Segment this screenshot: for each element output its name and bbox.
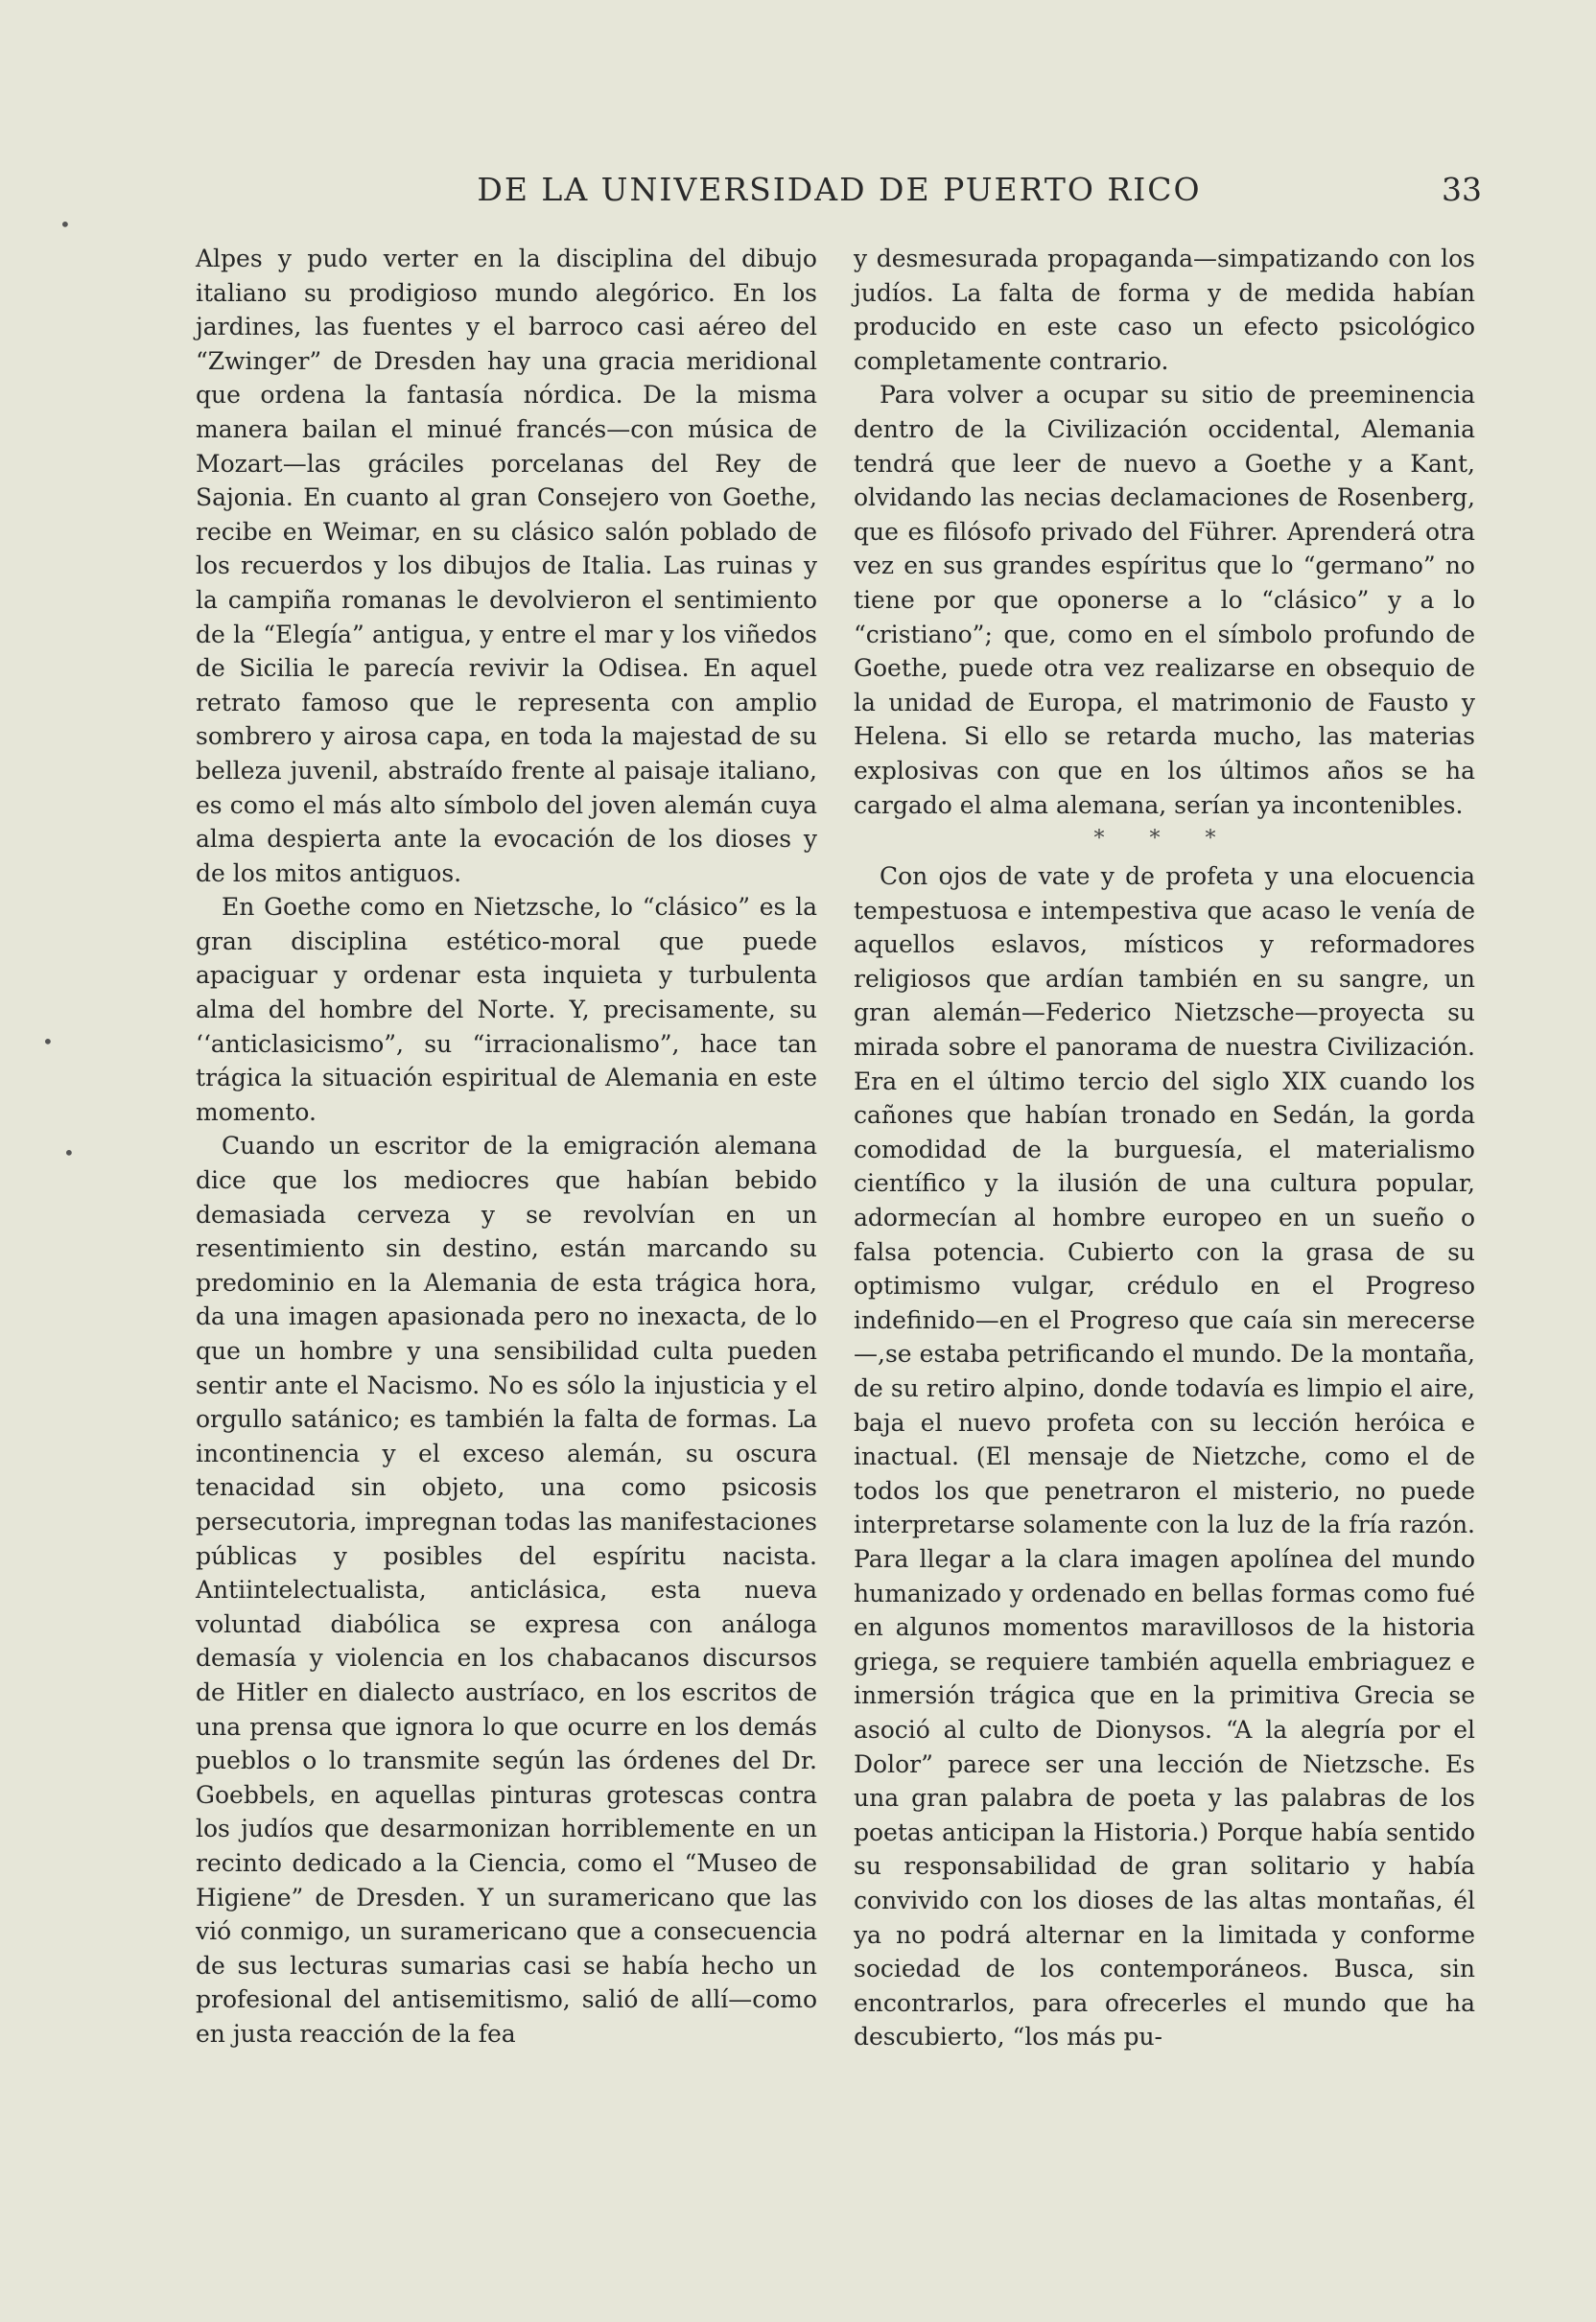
section-break-ornament: * * * [1093, 827, 1235, 852]
right-column [854, 242, 1475, 2054]
left-column [196, 242, 817, 2051]
margin-mark-icon: • [42, 1030, 54, 1053]
page-header [197, 171, 1482, 213]
paragraph: Para volver a ocupar su sitio de preeminencia dentro de la Civilización occidental, Alemania tendrá que leer de nuevo a Goethe y a Kant, olvidando las necias declamaciones de Rosenberg, que es filósofo privado del Führer. Aprenderá otra vez en sus grandes espíritus que lo “germano” no tiene por que oponerse a lo “clásico” y a lo “cristiano”; que, como en el símbolo profundo de Goethe, puede otra vez realizarse en obsequio de la unidad de Europa, el matrimonio de Fausto y Helena. Si ello se retarda mucho, las materias explosivas con que en los últimos años se ha cargado el alma alemana, serían ya incontenibles. [854, 381, 1475, 819]
paragraph: En Goethe como en Nietzsche, lo “clásico” es la gran disciplina estético-moral que puede apaciguar y ordenar esta inquieta y turbulenta alma del hombre del Norte. Y, precisamente, su ‘‘anticlasicismo”, su “irracionalismo”, hace tan trágica la situación espiritual de Alemania en este momento. [196, 893, 817, 1126]
margin-mark-icon: • [59, 213, 71, 236]
paragraph: y desmesurada propaganda—simpatizando con los judíos. La falta de forma y de medida habían producido en este caso un efecto psicológico completamente contrario. [854, 245, 1475, 375]
paragraph: Con ojos de vate y de profeta y una elocuencia tempestuosa e intempestiva que acaso le venía de aquellos eslavos, místicos y reformadores religiosos que ardían también en su sangre, un gran alemán—Federico Nietzsche—proyecta su mirada sobre el panorama de nuestra Civilización. Era en el último tercio del siglo XIX cuando los cañones que habían tronado en Sedán, la gorda comodidad de la burguesía, el materialismo científico y la ilusión de una cultura popular, adormecían al hombre europeo en un sueño o falsa potencia. Cubierto con la grasa de su optimismo vulgar, crédulo en el Progreso indefinido—en el Progreso que caía sin merecerse—,se estaba petrificando el mundo. De la montaña, de su retiro alpino, donde todavía es limpio el aire, baja el nuevo profeta con su lección heróica e inactual. (El mensaje de Nietzche, como el de todos los que penetraron el misterio, no puede interpretarse solamente con la luz de la fría razón. Para llegar a la clara imagen apolínea del mundo humanizado y ordenado en bellas formas como fué en algunos momentos maravillosos de la historia griega, se requiere también aquella embriaguez e inmersión trágica que en la primitiva Grecia se asoció al culto de Dionysos. “A la alegría por el Dolor” parece ser una lección de Nietzsche. Es una gran palabra de poeta y las palabras de los poetas anticipan la Historia.) Porque había sentido su responsabilidad de gran solitario y había convivido con los dioses de las altas montañas, él ya no podrá alternar en la limitada y conforme sociedad de los contemporáneos. Busca, sin encontrarlos, para ofrecerles el mundo que ha descubierto, “los más pu- [854, 862, 1475, 2052]
paragraph: Cuando un escritor de la emigración alemana dice que los mediocres que habían bebido demasiada cerveza y se revolvían en un resentimiento sin destino, están marcando su predominio en la Alemania de esta trágica hora, da una imagen apasionada pero no inexacta, de lo que un hombre y una sensibilidad culta pueden sentir ante el Nacismo. No es sólo la injusticia y el orgullo satánico; es también la falta de formas. La incontinencia y el exceso alemán, su oscura tenacidad sin objeto, una como psicosis persecutoria, impregnan todas las manifestaciones públicas y posibles del espíritu nacista. Antiintelectualista, anticlásica, esta nueva voluntad diabólica se expresa con análoga demasía y violencia en los chabacanos discursos de Hitler en dialecto austríaco, en los escritos de una prensa que ignora lo que ocurre en los demás pueblos o lo transmite según las órdenes del Dr. Goebbels, en aquellas pinturas grotescas contra los judíos que desarmonizan horriblemente en un recinto dedicado a la Ciencia, como el “Museo de Higiene” de Dresden. Y un suramericano que las vió conmigo, un suramericano que a consecuencia de sus lecturas sumarias casi se había hecho un profesional del antisemitismo, salió de allí—como en justa reacción de la fea [196, 1132, 817, 2048]
margin-mark-icon: • [63, 1141, 75, 1164]
paragraph: Alpes y pudo verter en la disciplina del dibujo italiano su prodigioso mundo alegórico. En los jardines, las fuentes y el barroco casi aéreo del “Zwinger” de Dresden hay una gracia meridional que ordena la fantasía nórdica. De la misma manera bailan el minué francés—con música de Mozart—las gráciles porcelanas del Rey de Sajonia. En cuanto al gran Consejero von Goethe, recibe en Weimar, en su clásico salón poblado de los recuerdos y los dibujos de Italia. Las ruinas y la campiña romanas le devolvieron el sentimiento de la “Elegía” antigua, y entre el mar y los viñedos de Sicilia le parecía revivir la Odisea. En aquel retrato famoso que le representa con amplio sombrero y airosa capa, en toda la majestad de su belleza juvenil, abstraído frente al paisaje italiano, es como el más alto símbolo del joven alemán cuya alma despierta ante la evocación de los dioses y de los mitos antiguos. [196, 245, 817, 887]
running-head: DE LA UNIVERSIDAD DE PUERTO RICO [477, 171, 1202, 208]
page-number: 33 [1442, 171, 1482, 208]
